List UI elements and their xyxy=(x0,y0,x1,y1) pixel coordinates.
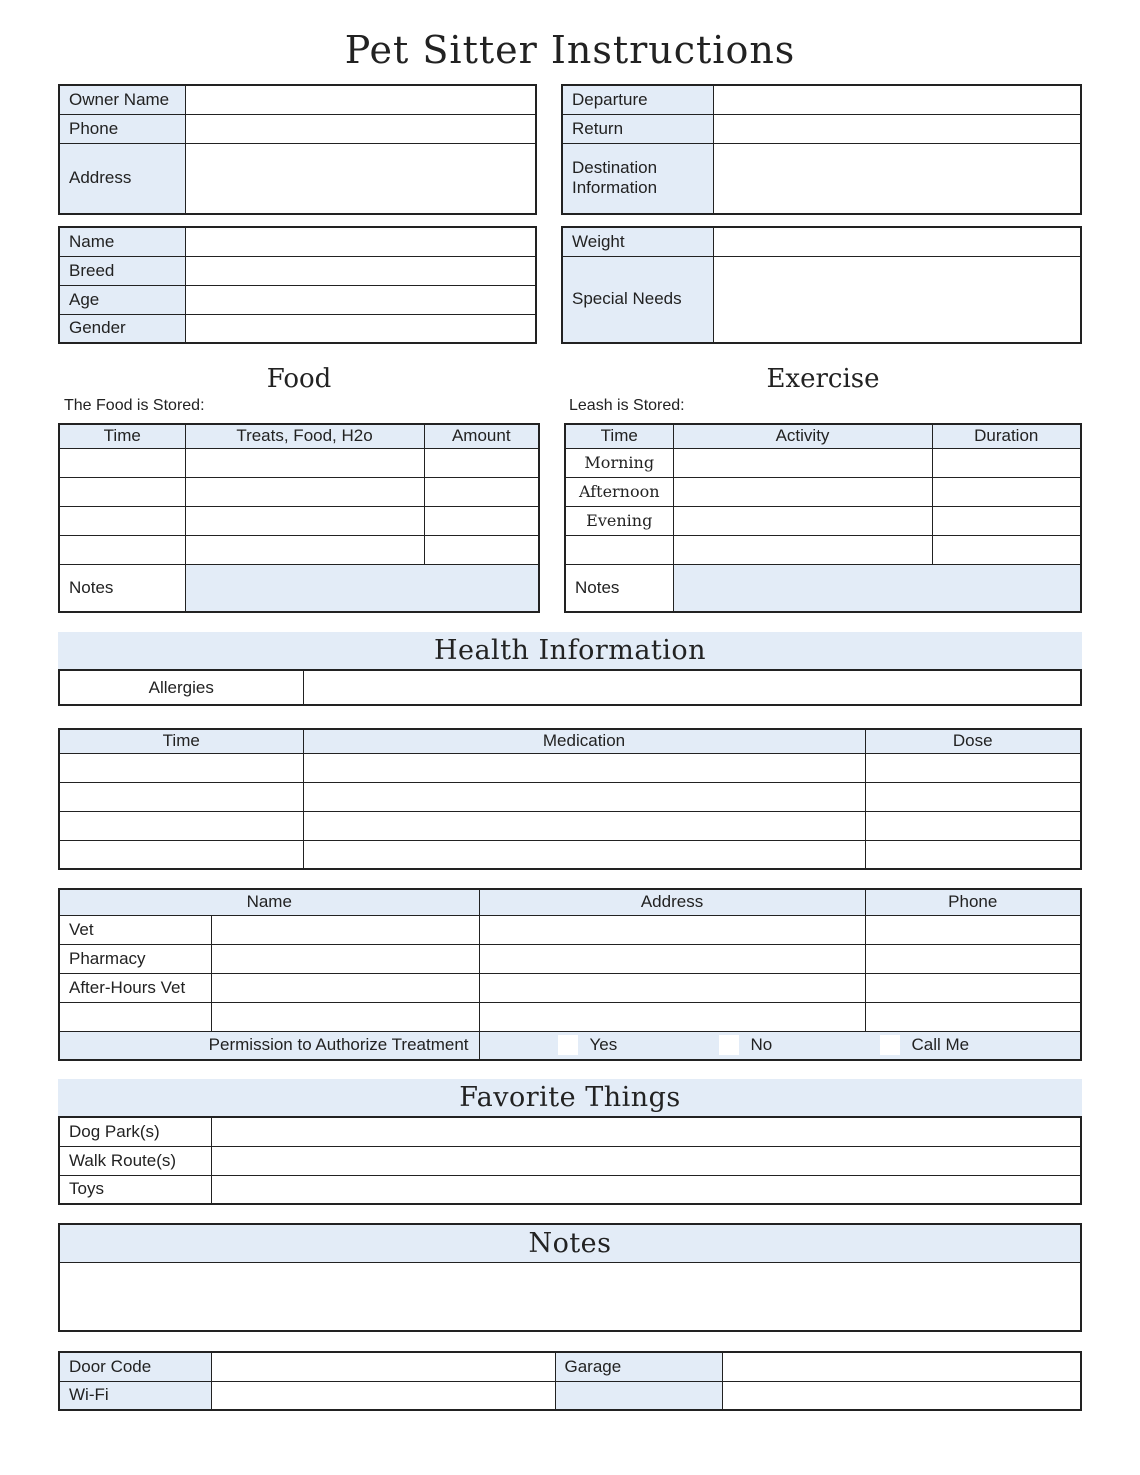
exercise-col-activity: Activity xyxy=(673,424,932,448)
contacts-col-name: Name xyxy=(59,889,479,915)
exercise-time-afternoon: Afternoon xyxy=(565,477,673,506)
contact-cell[interactable] xyxy=(479,973,865,1002)
allergies-field[interactable] xyxy=(303,670,1081,705)
food-title: Food xyxy=(266,364,332,394)
no-checkbox[interactable] xyxy=(719,1035,739,1055)
food-cell[interactable] xyxy=(424,448,539,477)
food-notes-field[interactable] xyxy=(185,564,539,612)
med-cell[interactable] xyxy=(303,811,865,840)
health-title: Health Information xyxy=(58,632,1082,670)
exercise-time-morning: Morning xyxy=(565,448,673,477)
exercise-title: Exercise xyxy=(766,364,880,394)
contact-pharmacy-label: Pharmacy xyxy=(59,944,211,973)
med-cell[interactable] xyxy=(303,753,865,782)
page-title: Pet Sitter Instructions xyxy=(344,28,796,72)
owner-address-label: Address xyxy=(59,143,185,214)
owner-phone-label: Phone xyxy=(59,114,185,143)
contact-cell[interactable] xyxy=(211,944,479,973)
owner-name-field[interactable] xyxy=(185,85,536,114)
medication-table xyxy=(58,728,1082,870)
favorite-toys-label: Toys xyxy=(59,1175,211,1204)
food-col-treats: Treats, Food, H2o xyxy=(185,424,424,448)
leash-stored-label: Leash is Stored: xyxy=(569,397,685,414)
return-label: Return xyxy=(562,114,713,143)
med-cell[interactable] xyxy=(59,811,303,840)
owner-phone-field[interactable] xyxy=(185,114,536,143)
exercise-col-duration: Duration xyxy=(932,424,1081,448)
contact-cell[interactable] xyxy=(865,944,1081,973)
gender-label: Gender xyxy=(59,314,185,343)
special-needs-field[interactable] xyxy=(713,256,1081,343)
door-code-label: Door Code xyxy=(59,1352,211,1381)
exercise-cell[interactable] xyxy=(932,448,1081,477)
food-table xyxy=(58,423,540,613)
permission-option-no[interactable] xyxy=(719,1035,773,1056)
exercise-cell[interactable] xyxy=(932,477,1081,506)
special-needs-label: Special Needs xyxy=(562,256,713,343)
return-field[interactable] xyxy=(713,114,1081,143)
favorite-field[interactable] xyxy=(211,1175,1081,1204)
contacts-col-address: Address xyxy=(479,889,865,915)
yes-checkbox[interactable] xyxy=(558,1035,578,1055)
weight-label: Weight xyxy=(562,227,713,256)
age-field[interactable] xyxy=(185,285,536,314)
med-cell[interactable] xyxy=(865,753,1081,782)
departure-label: Departure xyxy=(562,85,713,114)
notes-box xyxy=(58,1223,1082,1332)
destination-field[interactable] xyxy=(713,143,1081,214)
favorites-table xyxy=(58,1116,1082,1205)
exercise-table xyxy=(564,423,1082,613)
codes-table xyxy=(58,1351,1082,1411)
destination-label-line2: Information xyxy=(572,178,658,198)
permission-label: Permission to Authorize Treatment xyxy=(59,1031,479,1060)
favorites-title: Favorite Things xyxy=(58,1079,1082,1117)
age-label: Age xyxy=(59,285,185,314)
food-cell[interactable] xyxy=(59,535,185,564)
food-cell[interactable] xyxy=(185,506,424,535)
exercise-cell[interactable] xyxy=(673,535,932,564)
yes-label: Yes xyxy=(589,1034,618,1054)
food-cell[interactable] xyxy=(59,477,185,506)
med-cell[interactable] xyxy=(59,753,303,782)
med-cell[interactable] xyxy=(865,811,1081,840)
food-cell[interactable] xyxy=(185,535,424,564)
destination-label-line1: Destination xyxy=(572,158,658,178)
med-cell[interactable] xyxy=(59,782,303,811)
wifi-label: Wi-Fi xyxy=(59,1381,211,1410)
notes-title: Notes xyxy=(60,1225,1080,1263)
contact-after-hours-label: After-Hours Vet xyxy=(59,973,211,1002)
contact-cell[interactable] xyxy=(479,944,865,973)
codes-extra-label xyxy=(555,1381,722,1410)
med-col-dose: Dose xyxy=(865,729,1081,753)
owner-table xyxy=(58,84,537,215)
allergies-table xyxy=(58,669,1082,706)
exercise-cell[interactable] xyxy=(932,535,1081,564)
permission-options xyxy=(479,1031,1081,1060)
med-col-time: Time xyxy=(59,729,303,753)
med-cell[interactable] xyxy=(865,782,1081,811)
contact-cell[interactable] xyxy=(479,915,865,944)
pet-table xyxy=(58,226,537,344)
contacts-table xyxy=(58,888,1082,1061)
pet-name-label: Name xyxy=(59,227,185,256)
med-cell[interactable] xyxy=(865,840,1081,869)
exercise-cell[interactable] xyxy=(932,506,1081,535)
pet-extra-table xyxy=(561,226,1082,344)
exercise-time-evening: Evening xyxy=(565,506,673,535)
food-cell[interactable] xyxy=(424,535,539,564)
notes-field[interactable] xyxy=(60,1263,1080,1330)
food-notes-label: Notes xyxy=(59,564,185,612)
contacts-col-phone: Phone xyxy=(865,889,1081,915)
gender-field[interactable] xyxy=(185,314,536,343)
contact-cell[interactable] xyxy=(865,973,1081,1002)
food-col-amount: Amount xyxy=(424,424,539,448)
call-me-label: Call Me xyxy=(911,1034,970,1054)
breed-field[interactable] xyxy=(185,256,536,285)
exercise-notes-label: Notes xyxy=(565,564,673,612)
exercise-cell[interactable] xyxy=(565,535,673,564)
food-cell[interactable] xyxy=(424,477,539,506)
owner-address-field[interactable] xyxy=(185,143,536,214)
contact-cell[interactable] xyxy=(865,1002,1081,1031)
contact-cell[interactable] xyxy=(865,915,1081,944)
destination-label xyxy=(562,143,713,214)
exercise-cell[interactable] xyxy=(673,448,932,477)
food-cell[interactable] xyxy=(185,448,424,477)
contact-cell[interactable] xyxy=(59,1002,211,1031)
food-col-time: Time xyxy=(59,424,185,448)
trip-table xyxy=(561,84,1082,215)
contact-cell[interactable] xyxy=(479,1002,865,1031)
food-cell[interactable] xyxy=(185,477,424,506)
pet-name-field[interactable] xyxy=(185,227,536,256)
weight-field[interactable] xyxy=(713,227,1081,256)
favorite-walk-route-label: Walk Route(s) xyxy=(59,1146,211,1175)
door-code-field[interactable] xyxy=(211,1352,555,1381)
permission-option-call-me[interactable] xyxy=(880,1035,970,1056)
contact-cell[interactable] xyxy=(211,973,479,1002)
owner-name-label: Owner Name xyxy=(59,85,185,114)
favorite-dog-park-label: Dog Park(s) xyxy=(59,1117,211,1146)
exercise-cell[interactable] xyxy=(673,477,932,506)
codes-extra-field[interactable] xyxy=(722,1381,1081,1410)
food-cell[interactable] xyxy=(424,506,539,535)
med-cell[interactable] xyxy=(303,840,865,869)
garage-field[interactable] xyxy=(722,1352,1081,1381)
med-cell[interactable] xyxy=(303,782,865,811)
exercise-notes-field[interactable] xyxy=(673,564,1081,612)
med-cell[interactable] xyxy=(59,840,303,869)
contact-vet-label: Vet xyxy=(59,915,211,944)
permission-option-yes[interactable] xyxy=(558,1035,618,1056)
wifi-field[interactable] xyxy=(211,1381,555,1410)
call-me-checkbox[interactable] xyxy=(880,1035,900,1055)
contact-cell[interactable] xyxy=(211,915,479,944)
exercise-col-time: Time xyxy=(565,424,673,448)
food-stored-label: The Food is Stored: xyxy=(64,397,205,414)
allergies-label: Allergies xyxy=(59,670,303,705)
contact-cell[interactable] xyxy=(211,1002,479,1031)
favorite-field[interactable] xyxy=(211,1117,1081,1146)
no-label: No xyxy=(750,1034,773,1054)
food-cell[interactable] xyxy=(59,448,185,477)
departure-field[interactable] xyxy=(713,85,1081,114)
food-cell[interactable] xyxy=(59,506,185,535)
garage-label: Garage xyxy=(555,1352,722,1381)
breed-label: Breed xyxy=(59,256,185,285)
med-col-medication: Medication xyxy=(303,729,865,753)
favorite-field[interactable] xyxy=(211,1146,1081,1175)
exercise-cell[interactable] xyxy=(673,506,932,535)
